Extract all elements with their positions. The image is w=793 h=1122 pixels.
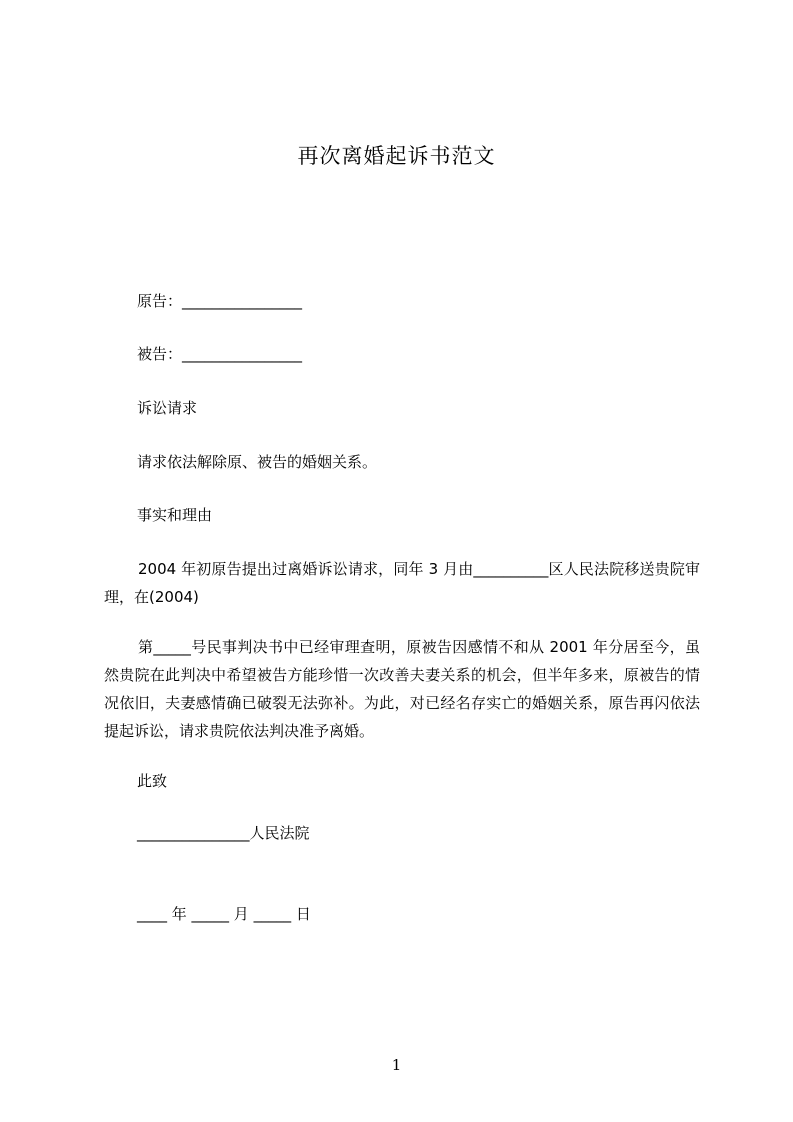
plaintiff-line: 原告：________________ bbox=[137, 292, 303, 310]
page-number: 1 bbox=[391, 1056, 402, 1074]
facts-paragraph-1: 2004 年初原告提出过离婚诉讼请求，同年 3 月由__________区人民法院移送贵院审理，在(2004) bbox=[104, 560, 700, 606]
defendant-line: 被告：________________ bbox=[137, 345, 303, 363]
date-line: ____ 年 _____ 月 _____ 日 bbox=[137, 905, 311, 923]
salutation: 此致 bbox=[137, 772, 168, 790]
facts-paragraph-2: 第_____号民事判决书中已经审理查明，原被告因感情不和从 2001 年分居至今，虽然贵院在此判决中希望被告方能珍惜一次改善夫妻关系的机会，但半年多来，原被告的情况依旧，夫妻感情确已破裂无法弥补。为此，对已经名存实亡的婚姻关系，原告再闪依法提起诉讼，请求贵院依法判决准予离婚。 bbox=[104, 638, 700, 740]
claim-text: 请求依法解除原、被告的婚姻关系。 bbox=[137, 453, 378, 471]
document-title: 再次离婚起诉书范文 bbox=[297, 144, 496, 168]
claims-heading: 诉讼请求 bbox=[137, 399, 198, 417]
court-line: _______________人民法院 bbox=[137, 824, 310, 842]
facts-heading: 事实和理由 bbox=[137, 506, 213, 524]
